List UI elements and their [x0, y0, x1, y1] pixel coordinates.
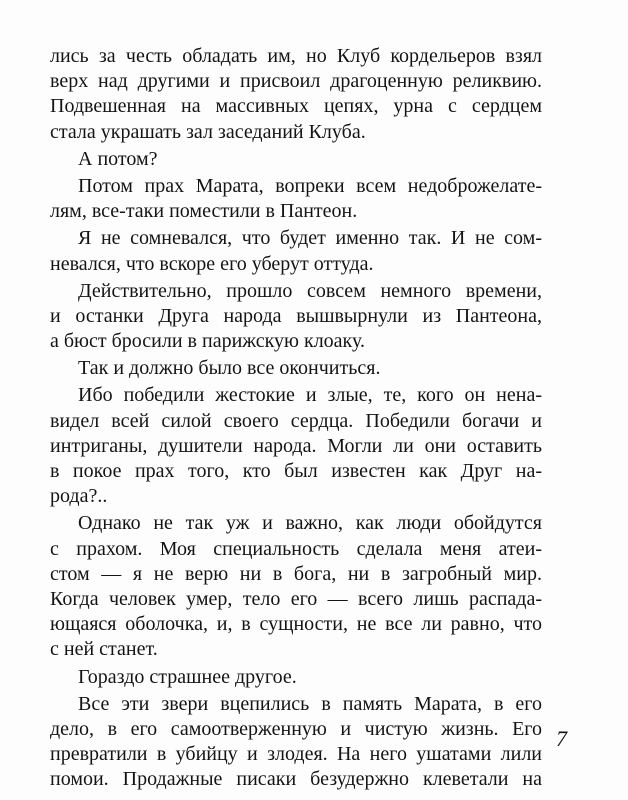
text-line: лись за честь обладать им, но Клуб кордельеров взял	[50, 45, 542, 67]
text-line: дело, в его самоотверженную и чистую жизнь. Его	[50, 717, 542, 740]
text-line: невался, что вскоре его уберут оттуда.	[50, 252, 374, 275]
text-line: верх над другими и присвоил драгоценную реликвию.	[50, 70, 542, 93]
text-line: превратили в убийцу и злодея. На него ушатами лили	[50, 743, 542, 766]
text-line: видел всей силой своего сердца. Победили богачи и	[50, 409, 542, 432]
text-line: Так и должно было все окончиться.	[78, 357, 381, 380]
text-line: ющаяся оболочка, и, в сущности, не все ли равно, что	[50, 613, 542, 636]
text-line: стом — я не верю ни в бога, ни в загробный мир.	[50, 562, 542, 585]
text-line: Потом прах Марата, вопреки всем недоброжелате-	[78, 174, 542, 197]
text-line: с ней станет.	[50, 638, 158, 661]
text-line: и останки Друга народа вышвырнули из Пантеона,	[50, 304, 542, 327]
text-line: с прахом. Моя специальность сделала меня атеи-	[50, 537, 542, 560]
text-line: в покое прах того, кто был известен как Друг на-	[50, 460, 542, 482]
text-line: Я не сомневался, что будет именно так. И не сом-	[78, 227, 542, 250]
page-number: 7	[556, 726, 567, 751]
text-line: Когда человек умер, тело его — всего лишь распада-	[50, 587, 542, 610]
text-line: интриганы, душители народа. Могли ли они оставить	[50, 434, 542, 457]
text-line: Однако не так уж и важно, как люди обойдутся	[78, 512, 542, 535]
body-text	[50, 44, 542, 792]
text-line: Подвешенная на массивных цепях, урна с сердцем	[50, 95, 542, 118]
text-line: Ибо победили жестокие и злые, те, кого он нена-	[78, 384, 542, 407]
text-line: а бюст бросили в парижскую клоаку.	[50, 330, 365, 353]
text-line: стала украшать зал заседаний Клуба.	[50, 120, 366, 143]
text-line: Все эти звери вцепились в память Марата, в его	[78, 692, 542, 715]
text-line: помои. Продажные писаки безудержно клеветали на	[50, 768, 542, 791]
text-line: рода?..	[50, 485, 108, 508]
text-line: Действительно, прошло совсем немного времени,	[78, 279, 542, 302]
text-line: Гораздо страшнее другое.	[78, 665, 297, 688]
text-line: лям, все-таки поместили в Пантеон.	[50, 200, 358, 223]
text-line: А потом?	[78, 147, 158, 170]
